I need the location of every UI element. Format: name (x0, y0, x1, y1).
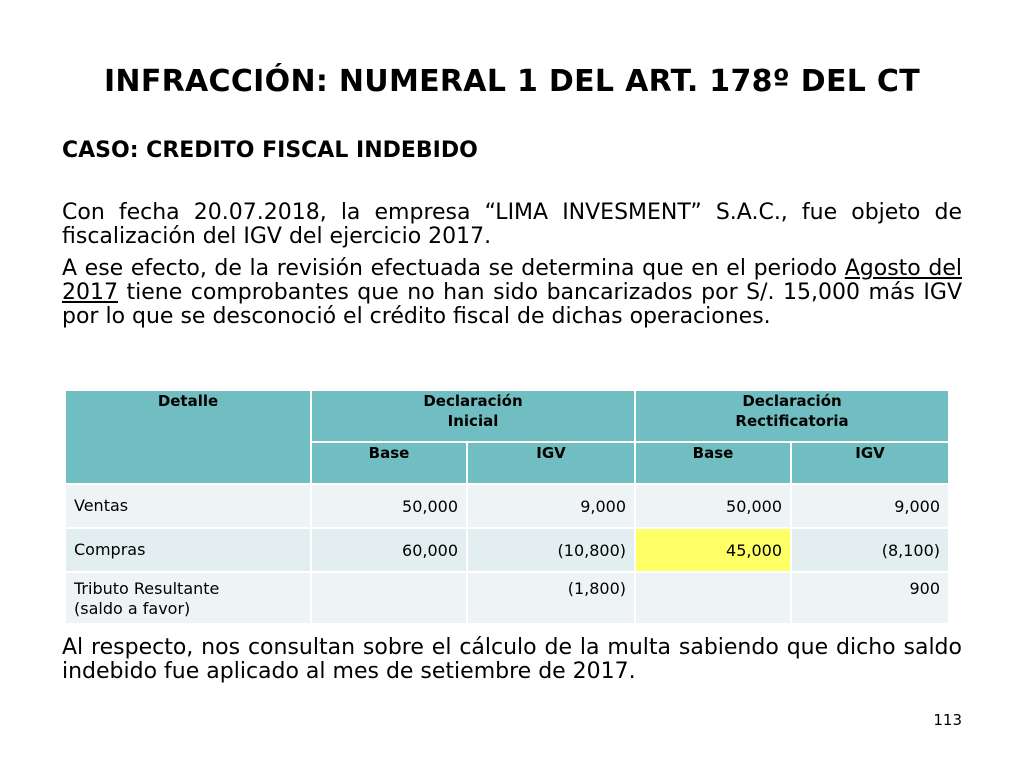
paragraph-review (62, 257, 962, 329)
cell-inicial-base (311, 572, 467, 624)
table-row-ventas (65, 484, 949, 528)
cell-rect-igv: (8,100) (791, 528, 949, 572)
subheader-rect-igv: IGV (791, 442, 949, 484)
paragraph-question: Al respecto, nos consultan sobre el cálculo de la multa sabiendo que dicho saldo indebido fue aplicado al mes de setiembre de 2017. (62, 635, 962, 684)
slide-title: INFRACCIÓN: NUMERAL 1 DEL ART. 178º DEL CT (103, 64, 921, 99)
cell-inicial-igv: (10,800) (467, 528, 635, 572)
row-label-line2: (saldo a favor) (74, 599, 191, 618)
cell-rect-igv: 900 (791, 572, 949, 624)
header-declaracion-inicial (311, 390, 635, 442)
row-label-line1: Tributo Resultante (74, 579, 220, 598)
cell-rect-base-highlighted: 45,000 (635, 528, 791, 572)
cell-inicial-base: 50,000 (311, 484, 467, 528)
header-detalle: Detalle (65, 390, 311, 484)
page-number: 113 (933, 711, 962, 729)
declaration-table (64, 389, 950, 625)
cell-inicial-igv: 9,000 (467, 484, 635, 528)
table-row-compras (65, 528, 949, 572)
cell-rect-igv: 9,000 (791, 484, 949, 528)
subheader-rect-base: Base (635, 442, 791, 484)
paragraph-intro: Con fecha 20.07.2018, la empresa “LIMA INVESMENT” S.A.C., fue objeto de fiscalización del IGV del ejercicio 2017. (62, 200, 962, 249)
cell-inicial-base: 60,000 (311, 528, 467, 572)
header-rect-line1: Declaración (742, 392, 842, 410)
cell-rect-base: 50,000 (635, 484, 791, 528)
subheader-inicial-base: Base (311, 442, 467, 484)
row-label: Ventas (65, 484, 311, 528)
header-declaracion-rectificatoria (635, 390, 949, 442)
cell-rect-base (635, 572, 791, 624)
case-title: CASO: CREDITO FISCAL INDEBIDO (62, 138, 478, 163)
paragraph-review-end: tiene comprobantes que no han sido bancarizados por S/. 15,000 más IGV por lo que se desconoció el crédito fiscal de dichas operaciones. (62, 280, 962, 329)
underlined-period: Agosto del 2017 (62, 256, 962, 305)
header-inicial-line1: Declaración (423, 392, 523, 410)
header-inicial-line2: Inicial (447, 412, 499, 430)
paragraph-review-start: A ese efecto, de la revisión efectuada se determina que en el periodo (62, 256, 845, 281)
subheader-inicial-igv: IGV (467, 442, 635, 484)
table-row-tributo (65, 572, 949, 624)
cell-inicial-igv: (1,800) (467, 572, 635, 624)
header-rect-line2: Rectificatoria (735, 412, 849, 430)
row-label (65, 572, 311, 624)
row-label: Compras (65, 528, 311, 572)
